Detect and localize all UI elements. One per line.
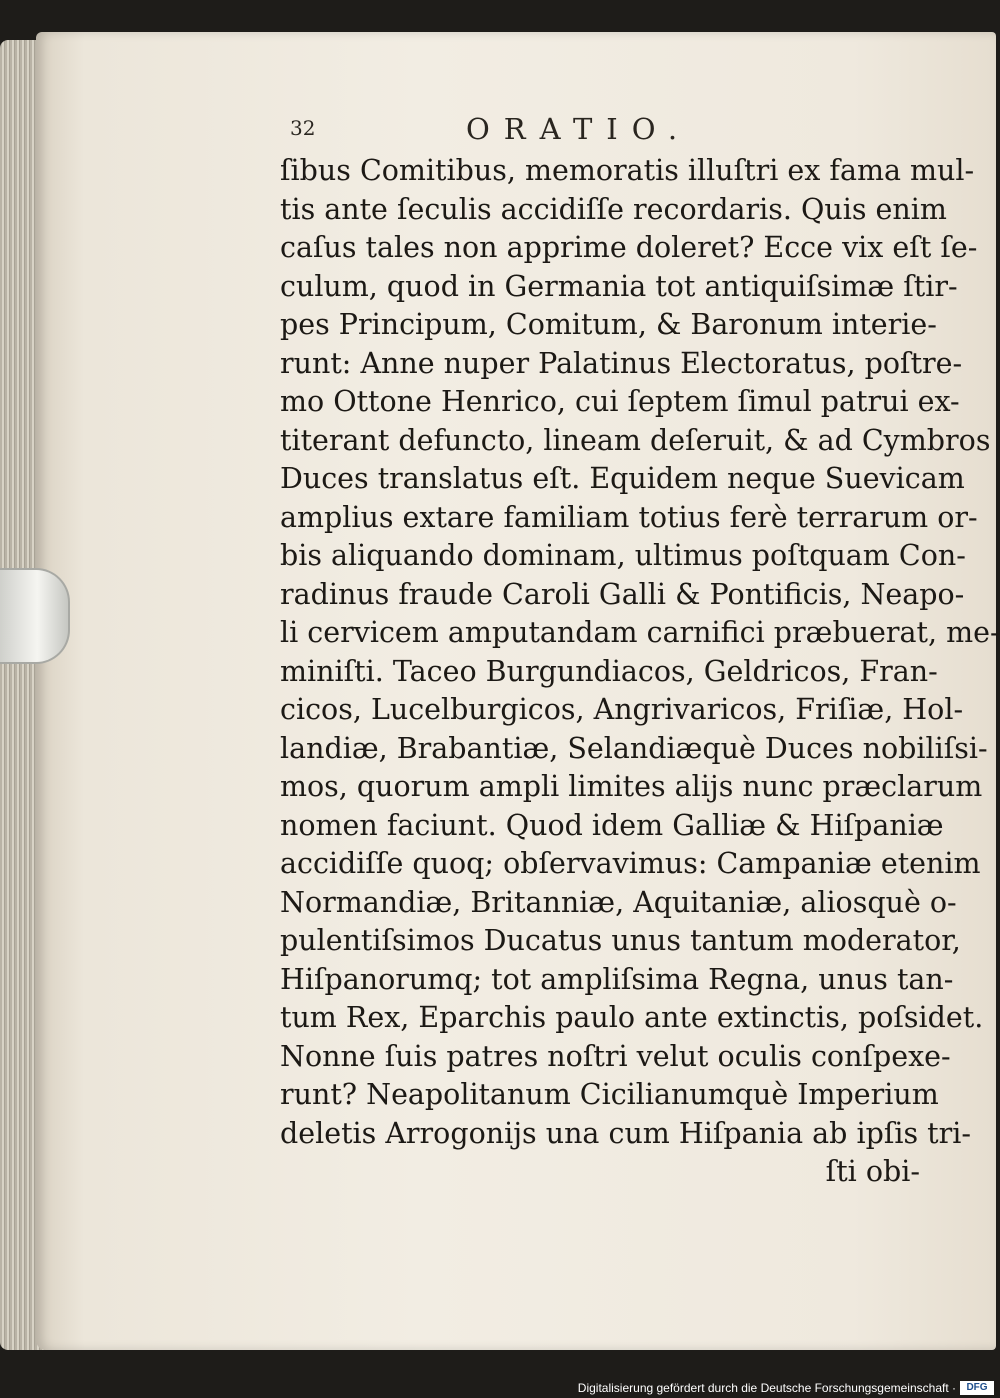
text-line: tis ante ſeculis accidiſſe recordaris. Quis enim bbox=[280, 192, 947, 226]
text-line: titerant defuncto, lineam deſeruit, & ad Cymbros bbox=[280, 423, 991, 457]
text-line: miniſti. Taceo Burgundiacos, Geldricos, Fran- bbox=[280, 654, 938, 688]
page-header bbox=[0, 112, 1000, 152]
text-line: Hiſpanorumq; tot ampliſsima Regna, unus tan- bbox=[280, 962, 954, 996]
text-line: Duces translatus eſt. Equidem neque Suevicam bbox=[280, 462, 965, 495]
text-line: ſibus Comitibus, memoratis illuſtri ex fama mul- bbox=[280, 154, 975, 187]
text-line: ſti obi- bbox=[825, 1155, 920, 1188]
text-line: li cervicem amputandam carnifici præbuerat, me- bbox=[280, 616, 1000, 649]
text-line: amplius extare familiam totius ferè terrarum or- bbox=[280, 500, 978, 534]
text-line: cicos, Lucelburgicos, Angrivaricos, Friſiæ, Hol- bbox=[280, 693, 964, 726]
text-line: accidiſſe quoq; obſervavimus: Campaniæ etenim bbox=[280, 847, 981, 880]
text-line: runt: Anne nuper Palatinus Electoratus, poſtre- bbox=[280, 346, 963, 380]
body-text bbox=[280, 152, 1000, 1192]
text-line: nomen faciunt. Quod idem Galliæ & Hiſpaniæ bbox=[280, 808, 944, 842]
text-line: bis aliquando dominam, ultimus poſtquam Con- bbox=[280, 539, 966, 572]
text-line: pes Principum, Comitum, & Baronum interie- bbox=[280, 308, 937, 341]
page-number: 32 bbox=[290, 116, 316, 140]
text-line: mo Ottone Henrico, cui ſeptem ſimul patrui ex- bbox=[280, 385, 960, 418]
footer-bar bbox=[0, 1378, 1000, 1398]
text-line: pulentiſsimos Ducatus unus tantum moderator, bbox=[280, 924, 961, 957]
text-line: deletis Arrogonijs una cum Hiſpania ab ipſis tri- bbox=[280, 1116, 971, 1150]
text-line: caſus tales non apprime doleret? Ecce vix eſt ſe- bbox=[280, 231, 978, 264]
text-line: runt? Neapolitanum Cicilianumquè Imperium bbox=[280, 1078, 939, 1111]
page-clip bbox=[0, 568, 70, 664]
text-line: radinus fraude Caroli Galli & Pontificis, Neapo- bbox=[280, 577, 965, 611]
text-line: mos, quorum ampli limites alijs nunc præclarum bbox=[280, 770, 983, 803]
digitization-credit: Digitalisierung gefördert durch die Deutsche Forschungsgemeinschaft · bbox=[577, 1381, 956, 1395]
dfg-logo: DFG bbox=[960, 1381, 994, 1395]
text-line: Nonne ſuis patres noſtri velut oculis conſpexe- bbox=[280, 1039, 951, 1073]
text-line: Normandiæ, Britanniæ, Aquitaniæ, aliosquè o- bbox=[280, 885, 957, 919]
text-line: landiæ, Brabantiæ, Selandiæquè Duces nobiliſsi- bbox=[280, 731, 988, 765]
text-line: culum, quod in Germania tot antiquiſsimæ ſtir- bbox=[280, 269, 958, 303]
running-head: ORATIO. bbox=[466, 112, 692, 146]
text-line: tum Rex, Eparchis paulo ante extinctis, poſsidet. bbox=[280, 1001, 984, 1034]
